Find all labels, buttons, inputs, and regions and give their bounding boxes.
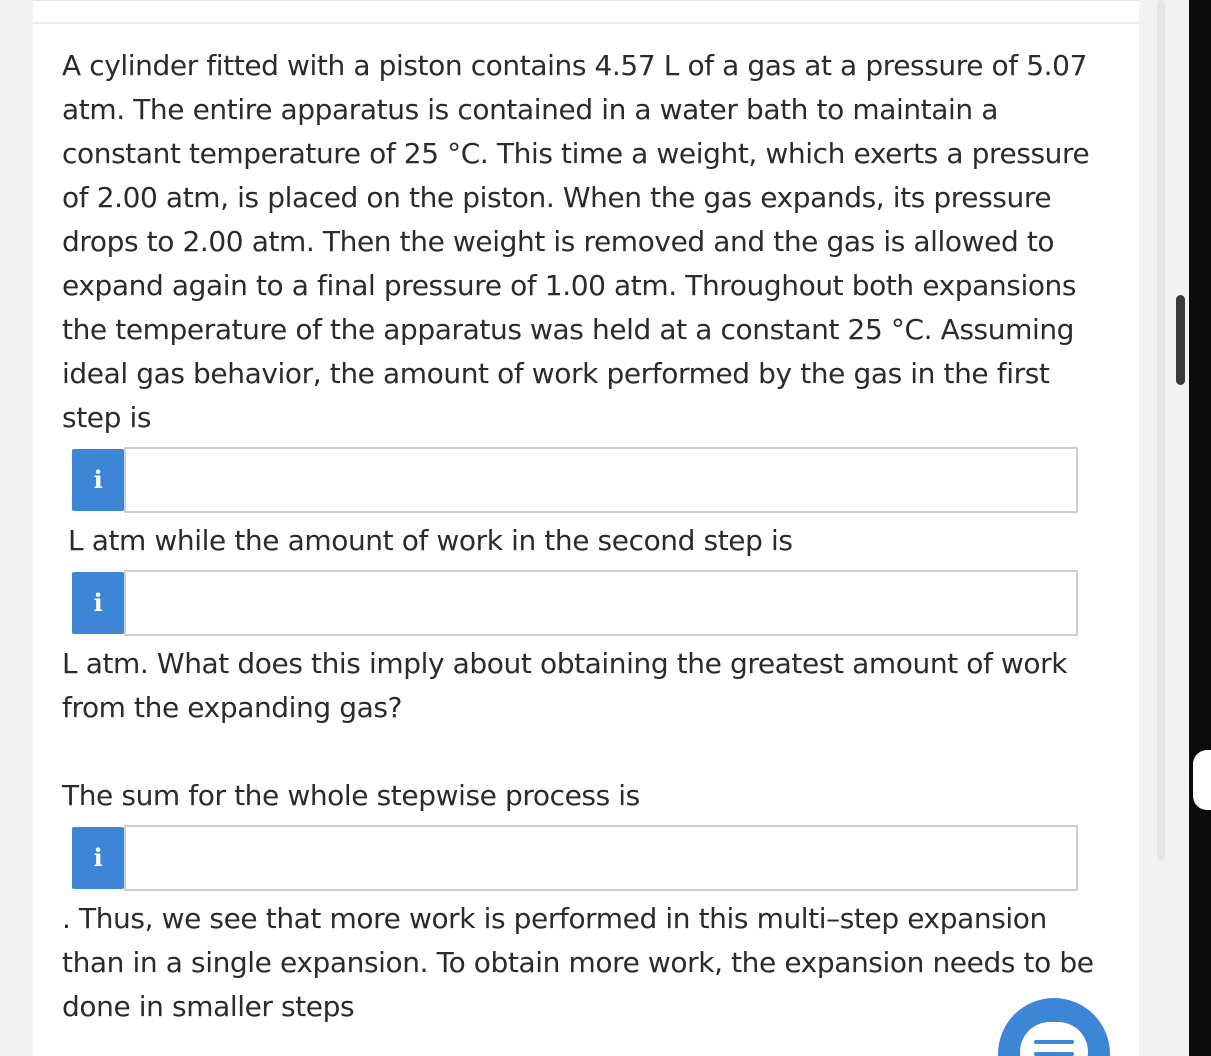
after-first-label: L atm while the amount of work in the second step is bbox=[68, 524, 793, 557]
card-divider bbox=[33, 22, 1139, 24]
spacer bbox=[62, 730, 1112, 774]
question-content bbox=[62, 44, 1112, 1029]
panel-drag-handle[interactable] bbox=[1176, 295, 1185, 385]
chat-line bbox=[1034, 1052, 1074, 1056]
work-step1-input[interactable] bbox=[124, 447, 1078, 513]
sum-prompt: The sum for the whole stepwise process is bbox=[62, 779, 640, 812]
page-scrollbar[interactable] bbox=[1157, 0, 1165, 860]
info-button-2[interactable] bbox=[72, 572, 124, 634]
work-sum-input[interactable] bbox=[124, 825, 1078, 891]
info-icon: i bbox=[93, 465, 103, 494]
chat-line bbox=[1034, 1040, 1074, 1044]
question-intro: A cylinder fitted with a piston contains 4.57 L of a gas at a pressure of 5.07 atm. The entire apparatus is contained in a water bath to maintain a constant temperature of 25 °C. This time a weight, which exerts a pressure of 2.00 atm, is placed on the piston. When the gas expands, its pressure drops to 2.00 atm. Then the weight is removed and the gas is allowed to expand again to a final pressure of 1.00 atm. Throughout both expansions the temperature of the apparatus was held at a constant 25 °C. Assuming ideal gas behavior, the amount of work performed by the gas in the first step is bbox=[62, 49, 1090, 434]
answer-row-2 bbox=[72, 570, 1078, 636]
info-icon: i bbox=[93, 843, 103, 872]
info-button-3[interactable] bbox=[72, 827, 124, 889]
after-second-label: L atm. What does this imply about obtaining the greatest amount of work from the expanding gas? bbox=[62, 647, 1068, 724]
info-icon: i bbox=[93, 588, 103, 617]
answer-row-1 bbox=[72, 447, 1078, 513]
work-step2-input[interactable] bbox=[124, 570, 1078, 636]
info-button-1[interactable] bbox=[72, 449, 124, 511]
conclusion-text: . Thus, we see that more work is performed in this multi–step expansion than in a single expansion. To obtain more work, the expansion needs to be done in smaller steps bbox=[62, 902, 1094, 1023]
side-tab[interactable] bbox=[1193, 750, 1211, 810]
chat-bubble-icon bbox=[1020, 1022, 1088, 1056]
side-panel bbox=[1189, 0, 1211, 1056]
answer-row-3 bbox=[72, 825, 1078, 891]
